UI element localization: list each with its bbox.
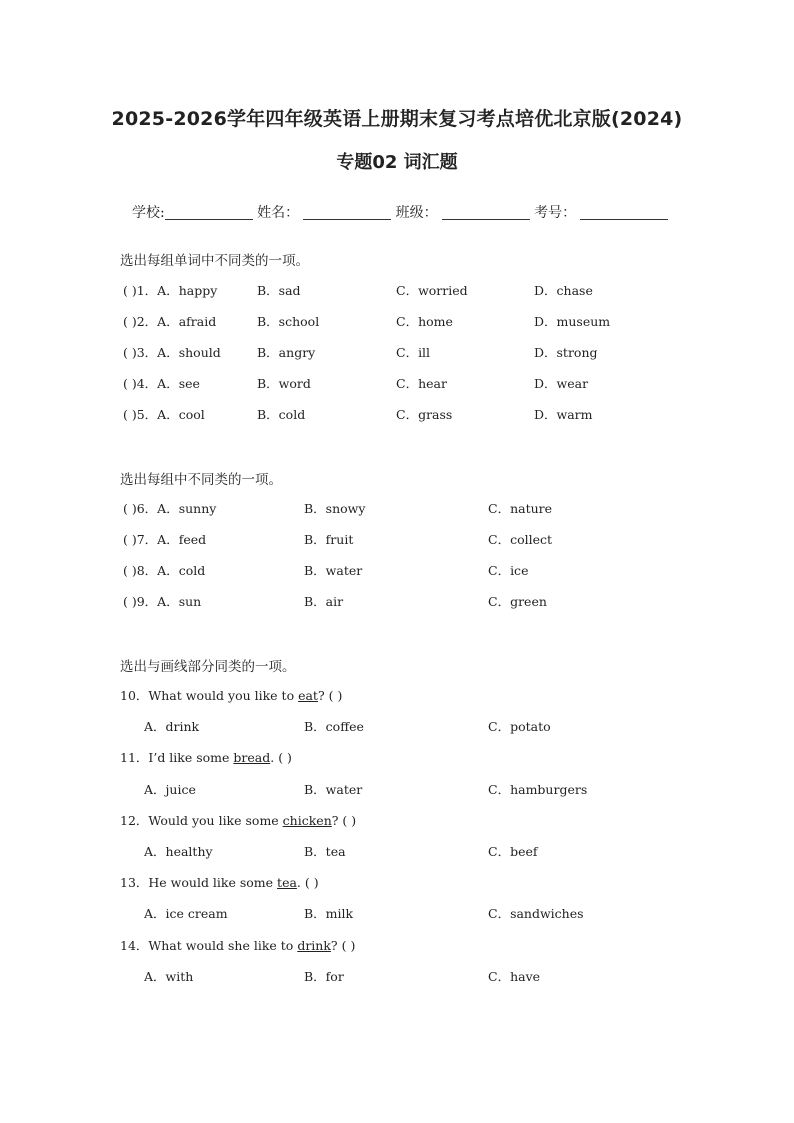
option-b: B．school [257, 314, 320, 329]
underlined-word: drink [297, 938, 331, 953]
option-a: A．drink [144, 719, 200, 734]
number-label: 考号： [534, 205, 577, 221]
document-subtitle: 专题02 词汇题 [336, 152, 458, 173]
option-b: B．water [304, 563, 363, 578]
option-c: C．hamburgers [488, 782, 588, 797]
option-b: B．air [304, 594, 344, 609]
question-number-option-a: ( )9．A．sun [123, 594, 202, 609]
option-c: C．ice [488, 563, 529, 578]
question-text: 11．I’d like some [120, 750, 234, 765]
option-d: D．museum [534, 314, 611, 329]
option-c: C．grass [396, 407, 453, 422]
question-number-option-a: ( )2．A．afraid [123, 314, 217, 329]
option-d: D．warm [534, 407, 593, 422]
option-c: C．nature [488, 501, 553, 516]
question-number-option-a: ( )3．A．should [123, 345, 221, 360]
question-end: ? ( ) [331, 813, 357, 828]
option-c: C．worried [396, 283, 468, 298]
option-b: B．fruit [304, 532, 354, 547]
school-blank[interactable] [165, 205, 253, 220]
option-b: B．snowy [304, 501, 366, 516]
option-b: B．milk [304, 906, 354, 921]
option-a: A．with [144, 969, 194, 984]
question-end: ? ( ) [317, 688, 343, 703]
question-number-option-a: ( )5．A．cool [123, 407, 205, 422]
section2-instruction: 选出每组中不同类的一项。 [120, 472, 282, 488]
question-text: 12．Would you like some [120, 813, 283, 828]
option-b: B．tea [304, 844, 346, 859]
student-info-line [132, 202, 668, 222]
option-c: C．beef [488, 844, 538, 859]
question-text: 14．What would she like to [120, 938, 298, 953]
option-a: A．ice cream [144, 906, 228, 921]
question-number-option-a: ( )8．A．cold [123, 563, 206, 578]
section1-instruction: 选出每组单词中不同类的一项。 [120, 253, 309, 269]
question-text: 13．He would like some [120, 875, 278, 890]
option-b: B．coffee [304, 719, 364, 734]
question-stem [120, 686, 342, 704]
name-blank[interactable] [303, 205, 391, 220]
option-c: C．home [396, 314, 453, 329]
question-stem [120, 873, 319, 891]
class-label: 班级： [395, 205, 438, 221]
question-text: 10．What would you like to [120, 688, 299, 703]
underlined-word: eat [298, 688, 318, 703]
option-c: C．ill [396, 345, 431, 360]
name-label: 姓名： [257, 205, 300, 221]
class-blank[interactable] [442, 205, 530, 220]
option-c: C．green [488, 594, 547, 609]
option-d: D．wear [534, 376, 589, 391]
option-c: C．hear [396, 376, 447, 391]
question-end: ? ( ) [330, 938, 356, 953]
question-number-option-a: ( )6．A．sunny [123, 501, 217, 516]
option-a: A．juice [144, 782, 196, 797]
option-b: B．for [304, 969, 344, 984]
question-stem [120, 936, 355, 954]
number-blank[interactable] [580, 205, 668, 220]
option-c: C．potato [488, 719, 551, 734]
question-stem [120, 811, 356, 829]
school-label: 学校: [132, 205, 165, 221]
option-d: D．strong [534, 345, 598, 360]
underlined-word: bread [233, 750, 271, 765]
option-a: A．healthy [144, 844, 213, 859]
section3-instruction: 选出与画线部分同类的一项。 [120, 659, 296, 675]
question-number-option-a: ( )4．A．see [123, 376, 200, 391]
option-d: D．chase [534, 283, 593, 298]
underlined-word: chicken [282, 813, 332, 828]
option-c: C．collect [488, 532, 553, 547]
option-b: B．sad [257, 283, 301, 298]
option-c: C．sandwiches [488, 906, 584, 921]
option-b: B．cold [257, 407, 306, 422]
option-b: B．word [257, 376, 311, 391]
option-b: B．water [304, 782, 363, 797]
document-title: 2025-2026学年四年级英语上册期末复习考点培优北京版(2024) [111, 108, 683, 130]
question-number-option-a: ( )1．A．happy [123, 283, 218, 298]
question-end: . ( ) [296, 875, 319, 890]
question-stem [120, 748, 292, 766]
option-c: C．have [488, 969, 541, 984]
question-end: . ( ) [270, 750, 292, 765]
option-b: B．angry [257, 345, 316, 360]
underlined-word: tea [277, 875, 297, 890]
question-number-option-a: ( )7．A．feed [123, 532, 207, 547]
